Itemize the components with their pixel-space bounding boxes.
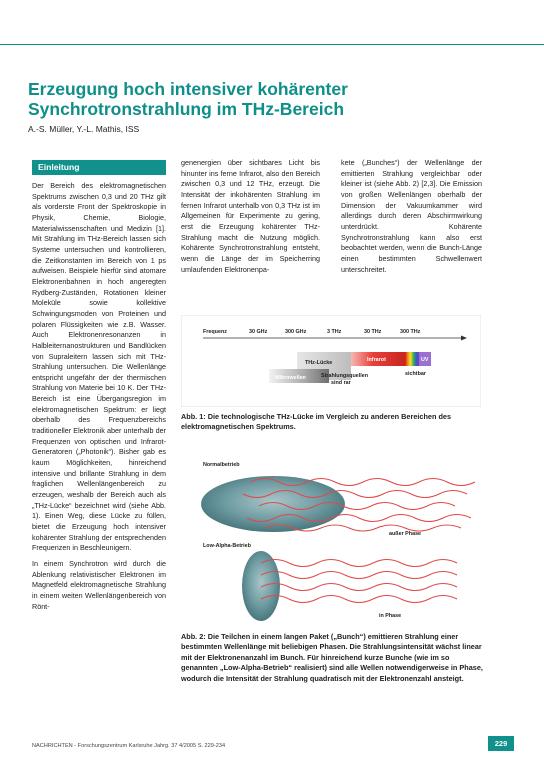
- microwave-label: Mikrowellen: [275, 375, 306, 381]
- article-title: [28, 79, 528, 119]
- sources-label-1: Strahlungsquellen: [321, 373, 369, 379]
- figure-1-caption: Abb. 1: Die technologische THz-Lücke im Vergleich zu anderen Bereichen des elektromagnetischen Spektrums.: [181, 412, 452, 432]
- in-phase-label: in Phase: [379, 613, 402, 619]
- frequency-axis-label: Frequenz: [203, 329, 227, 335]
- column-3: [341, 158, 482, 280]
- tick-label: 30 THz: [364, 329, 382, 335]
- column-1: [32, 181, 166, 617]
- normal-mode-label: Normalbetrieb: [203, 462, 240, 468]
- paragraph: kete („Bunches“) der Wellenlänge der emittierten Strahlung vergleichbar oder kleiner ist (siehe Abb. 2) [2,3]. Die Emission von großen Wellenlängen oberhalb der Dimension der Vakuumkammer wird allerdings durch deren Abschirmwirkung unterdrückt. Kohärente Synchrotronstrahlung kann also erst beobachtet werden, wenn die Bunch-Länge einen bestimmten Schwellenwert unterschreitet.: [341, 158, 482, 274]
- long-bunch: [201, 476, 345, 532]
- column-2: [181, 158, 320, 280]
- uv-label: UV: [421, 357, 429, 363]
- page-number: 229: [488, 736, 514, 751]
- infrared-label: Infrarot: [367, 357, 386, 363]
- thz-gap-label: THz-Lücke: [305, 360, 333, 366]
- tick-label: 3 THz: [327, 329, 342, 335]
- title-line-1: Erzeugung hoch intensiver kohärenter: [28, 79, 348, 99]
- figure-2: [181, 455, 483, 625]
- visible-label: sichtbar: [405, 371, 426, 377]
- out-of-phase-label: außer Phase: [389, 531, 422, 537]
- top-rule: [0, 44, 544, 45]
- spectrum-diagram: [181, 315, 481, 407]
- tick-label: 300 GHz: [285, 329, 307, 335]
- section-heading: Einleitung: [32, 160, 166, 175]
- authors: A.-S. Müller, Y.-L. Mathis, ISS: [28, 124, 140, 134]
- bunch-diagram: [181, 455, 483, 625]
- sources-label-2: sind rar: [331, 380, 351, 386]
- paragraph: In einem Synchrotron wird durch die Ablenkung relativistischer Elektronen im Magnetfeld elektromagnetische Strahlung in einem weiten Wellenlängenbereich von Rönt-: [32, 558, 166, 611]
- low-alpha-label: Low-Alpha-Betrieb: [203, 543, 251, 549]
- tick-label: 30 GHz: [249, 329, 268, 335]
- title-line-2: Synchrotronstrahlung im THz-Bereich: [28, 99, 345, 119]
- paragraph: Der Bereich des elektromagnetischen Spektrums zwischen 0,3 und 20 THz gilt als vorderste Front der Spektroskopie in Physik, Chemie, Biologie, Materialwissenschaften und Medizin [1]. Mit Strahlung im THz-Bereich lassen sich Systeme untersuchen und kontrollieren, die Zeitkonstanten im Bereich von 1 ps aufweisen. Beispiele hierfür sind atomare Elektronenbahnen in hoch angeregten Rydberg-Zuständen, Rotationen kleiner Moleküle sowie kollektive Schwingungsmoden von Proteinen und polaren Flüssigkeiten wie z.B. Wasser. Auch Elektronenresonanzen in Halbleiternanostrukturen und Bandlücken von Supraleitern lassen sich mit THz-Strahlung untersuchen. Die Wellenlänge entspricht ungefähr der der thermischen Strahlung von Materie bei 10 K. Der THz-Bereich ist eine Übergangsregion im elektromagnetischen Spektrum: er liegt oberhalb des Frequenzbereichs traditioneller Elektronik aber unterhalb der Frequenzen von optischen und Infrarot-Generatoren („Photonik“). Bisher gab es kaum Möglichkeiten, hinreichend intensive und brillante Strahlung in dem fraglichen Wellenlängenbereich zu erzeugen, weshalb der Bereich auch als „THz-Lücke“ bezeichnet wird (siehe Abb. 1). Einen Weg, diese Lücke zu füllen, bietet die Erzeugung hoch intensiver kohärenter Strahlung der entsprechenden Frequenzen in Beschleunigern.: [32, 181, 166, 553]
- figure-2-caption: Abb. 2: Die Teilchen in einem langen Paket („Bunch“) emittieren Strahlung einer bestimmten Wellenlänge mit beliebigen Phasen. Die Strahlungsintensität wächst linear mit der Elektronenanzahl im Bunch. Für hinreichend kurze Bunche (wie im so genannten „Low-Alpha-Betrieb“ realisiert) sind alle Wellen notwendigerweise in Phase, wodurch die Intensität der Strahlung quadratisch mit der Elektronenzahl ansteigt.: [181, 632, 483, 683]
- short-bunch: [242, 551, 280, 621]
- visible-band: [405, 352, 419, 366]
- paragraph: genenergien über sichtbares Licht bis hinunter ins ferne Infrarot, also den Bereich zwischen 0,3 und 12 THz, erzeugt. Die Intensität der inkohärenten Strahlung im fernen Infrarot unterhalb von 0,3 THz ist im Allgemeinen für Experimente zu gering, erst die Erzeugung kohärenter THz-Strahlung macht die Nutzung möglich. Kohärente Synchrotronstrahlung entsteht, wenn die Länge der im Speicherring umlaufenden Elektronenpa-: [181, 158, 320, 274]
- footer-citation: NACHRICHTEN - Forschungszentrum Karlsruhe Jahrg. 37 4/2005 S. 229-234: [32, 743, 226, 749]
- tick-label: 300 THz: [400, 329, 421, 335]
- figure-1: [181, 315, 481, 407]
